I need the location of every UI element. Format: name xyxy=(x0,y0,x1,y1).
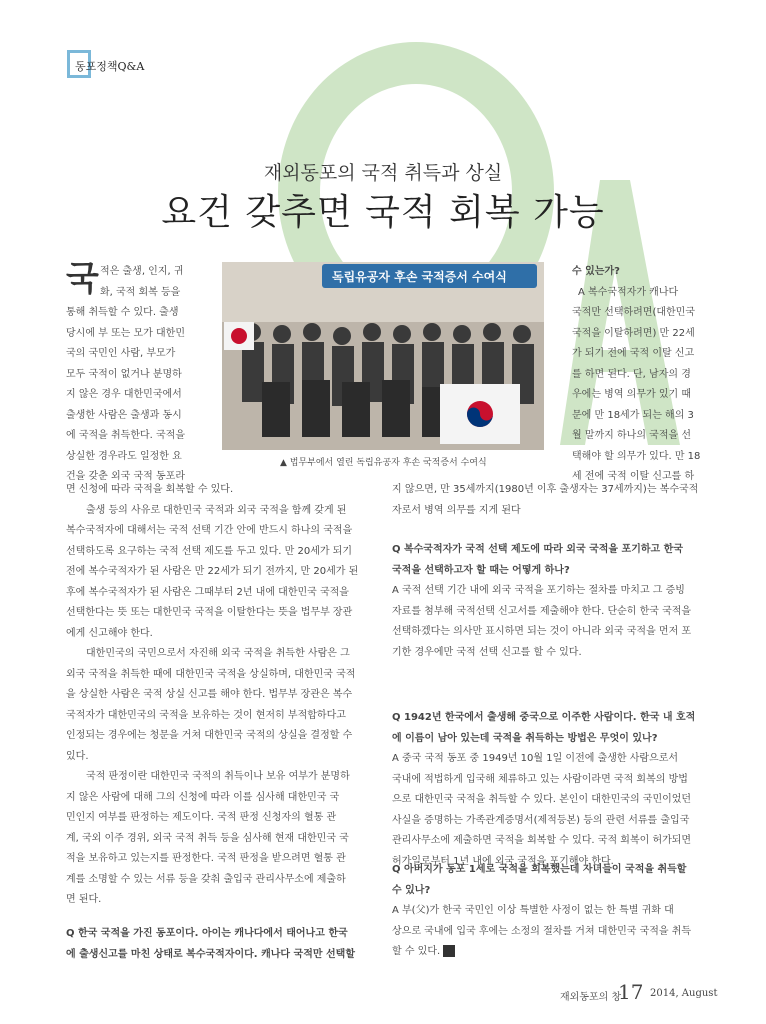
answer-line: 선택하겠다는 의사만 표시하면 되는 것이 아니라 외국 국적을 먼저 포 xyxy=(392,626,692,637)
body-line: 대한민국의 국민으로서 자진해 외국 국적을 취득한 사람은 그 xyxy=(86,648,350,659)
qa-block-2 xyxy=(392,708,707,872)
qa-block-1 xyxy=(392,540,707,663)
answer-line: 우에는 병역 의무가 있기 때 xyxy=(572,389,691,400)
body-line: 전에 복수국적자가 된 사람은 만 22세가 되기 전까지, 만 20세가 된 xyxy=(66,566,359,577)
answer-line: 사실을 증명하는 가족관계증명서(제적등본) 등의 관련 서류를 출입국 xyxy=(392,814,690,826)
answer-line: 국적만 선택하려면(대한민국 xyxy=(572,307,695,318)
body-line: 적을 보유하고 있는지를 판정한다. 국적 판정을 받으려면 혈통 관 xyxy=(66,853,346,864)
question-line: Q 한국 국적을 가진 동포이다. 아이는 캐나다에서 태어나고 한국 xyxy=(66,928,348,939)
answer-line: 세 전에 국적 이탈 신고를 하 xyxy=(572,471,695,482)
intro-line: 화, 국적 회복 등을 xyxy=(100,286,181,298)
question-line: Q 복수국적자가 국적 선택 제도에 따라 외국 국적을 포기하고 한국 xyxy=(392,544,683,555)
body-line: 출생 등의 사유로 대한민국 국적과 외국 국적을 함께 갖게 된 xyxy=(86,504,347,516)
question-line: Q 아버지가 동포 1세로 국적을 회복했는데 자녀들이 국적을 취득할 xyxy=(392,864,687,875)
body-line: 에게 신고해야 한다. xyxy=(66,627,153,639)
footer-magazine-name: 재외동포의 창 xyxy=(560,992,622,1003)
answer-text: 할 수 있다. xyxy=(392,946,441,957)
body-line: 지 않은 사람에 대해 그의 신청에 따라 이를 심사해 대한민국 국 xyxy=(66,791,340,803)
body-line: 인정되는 경우에는 청문을 거쳐 대한민국 국적의 상실을 결정할 수 xyxy=(66,730,353,741)
right-narrow-column xyxy=(572,262,722,488)
intro-line: 당시에 부 또는 모가 대한민 xyxy=(66,327,185,339)
question-line: 에 출생신고를 마친 상태로 복수국적자이다. 캐나다 국적만 선택할 xyxy=(66,948,355,960)
right-body-column xyxy=(392,480,707,521)
page-number: 17 xyxy=(618,980,644,1004)
answer-line: A 복수국적자가 캐나다 xyxy=(578,286,679,298)
body-line: 외국 국적을 취득한 때에 대한민국 국적을 상실하며, 대한민국 국적 xyxy=(66,668,356,680)
article-subtitle: 재외동포의 국적 취득과 상실 xyxy=(263,162,503,184)
answer-line: 문에 만 18세가 되는 해의 3 xyxy=(572,409,694,421)
drop-cap: 국 xyxy=(66,259,99,299)
answer-line: 관리사무소에 제출하면 국적을 회복할 수 있다. 국적 회복이 허가되면 xyxy=(392,835,692,846)
body-line: 후에 복수국적자가 된 사람은 그때부터 2년 내에 대한민국 국적을 xyxy=(66,586,349,598)
left-body-column xyxy=(66,480,376,911)
intro-line: 지 않은 경우 대한민국에서 xyxy=(66,389,182,400)
photo-banner-text: 독립유공자 후손 국적증서 수여식 xyxy=(332,270,507,284)
photo-caption: ▲ 법무부에서 열린 독립유공자 후손 국적증서 수여식 xyxy=(280,458,487,468)
ceremony-photo-illustration xyxy=(222,262,544,450)
qa-block-3 xyxy=(392,860,707,963)
answer-line: A 부(父)가 한국 국민인 이상 특별한 사정이 없는 한 특별 귀화 대 xyxy=(392,905,674,916)
intro-line: 상실한 경우라도 일정한 요 xyxy=(66,450,182,462)
intro-line: 적은 출생, 인지, 귀 xyxy=(100,266,184,277)
body-line: 을 상실한 사람은 국적 상실 신고를 해야 한다. 법무부 장관은 복수 xyxy=(66,689,353,700)
answer-line: A 중국 국적 동포 중 1949년 10월 1일 이전에 출생한 사람으로서 xyxy=(392,753,679,764)
answer-line: 허가일로부터 1년 내에 외국 국적을 포기해야 한다. xyxy=(392,855,614,867)
answer-line: 월 말까지 하나의 국적을 선 xyxy=(572,430,691,441)
body-line: 선택한다는 뜻 또는 대한민국 국적을 이탈한다는 뜻을 법무부 장관 xyxy=(66,607,353,618)
body-line: 계를 소명할 수 있는 서류 등을 갖춰 출입국 관리사무소에 제출하 xyxy=(66,873,346,885)
intro-line: 모두 국적이 없거나 분명하 xyxy=(66,368,182,380)
body-line: 민인지 여부를 판정하는 제도이다. 국적 판정 신청자의 혈통 관 xyxy=(66,812,337,823)
article-title: 요건 갖추면 국적 회복 가능 xyxy=(161,192,605,233)
answer-line: 국적을 이탈하려면) 만 22세 xyxy=(572,327,695,339)
answer-line: 기한 경우에만 국적 선택 신고를 할 수 있다. xyxy=(392,646,582,658)
body-line: 선택하도록 요구하는 국적 선택 제도를 두고 있다. 만 20세가 되기 xyxy=(66,545,353,557)
intro-line: 에 국적을 취득한다. 국적을 xyxy=(66,430,185,441)
body-line: 국적자가 대한민국의 국적을 보유하는 것이 현저히 부적합하다고 xyxy=(66,709,346,721)
issue-date: 2014, August xyxy=(650,988,718,999)
intro-line: 통해 취득할 수 있다. 출생 xyxy=(66,307,179,318)
question-line: 수 있나? xyxy=(392,884,431,896)
ceremony-photo xyxy=(222,262,544,450)
answer-line xyxy=(392,942,707,963)
body-line: 국적 판정이란 대한민국 국적의 취득이나 보유 여부가 분명하 xyxy=(86,771,350,782)
answer-line: 국내에 적법하게 입국해 체류하고 있는 사람이라면 국적 회복의 방법 xyxy=(392,773,688,785)
answer-line: 으로 대한민국 국적을 취득할 수 있다. 본인이 대한민국의 국민이었던 xyxy=(392,794,692,805)
answer-line: 상으로 국내에 입국 후에는 소정의 절차를 거쳐 대한민국 국적을 취득 xyxy=(392,925,692,937)
body-line: 지 않으면, 만 35세까지(1980년 이후 출생자는 37세까지)는 복수국적 xyxy=(392,484,699,495)
answer-line: 수 있는가? xyxy=(572,266,620,277)
intro-line: 국의 국민인 사람, 부모가 xyxy=(66,348,176,359)
left-question-block xyxy=(66,924,378,965)
answer-line: 자료를 첨부해 국적선택 신고서를 제출해야 한다. 단순히 한국 국적을 xyxy=(392,605,692,617)
body-line: 면 신청에 따라 국적을 회복할 수 있다. xyxy=(66,484,234,495)
body-line: 복수국적자에 대해서는 국적 선택 기간 안에 반드시 하나의 국적을 xyxy=(66,525,353,536)
question-line: 에 이름이 남아 있는데 국적을 취득하는 방법은 무엇이 있나? xyxy=(392,732,658,744)
body-line: 면 된다. xyxy=(66,894,102,905)
question-line: Q 1942년 한국에서 출생해 중국으로 이주한 사람이다. 한국 내 호적 xyxy=(392,712,696,723)
answer-line: 택해야 할 의무가 있다. 만 18 xyxy=(572,450,701,462)
section-label: 동포정책Q&A xyxy=(75,60,145,73)
body-line: 있다. xyxy=(66,750,89,762)
intro-line: 출생한 사람은 출생과 동시 xyxy=(66,409,182,421)
left-intro-column xyxy=(66,259,216,488)
question-line: 국적을 선택하고자 할 때는 어떻게 하나? xyxy=(392,564,570,576)
answer-line: 가 되기 전에 국적 이탈 신고 xyxy=(572,348,695,359)
answer-line: 를 하면 된다. 단, 남자의 경 xyxy=(572,368,691,380)
body-line: 계, 국외 이주 경위, 외국 국적 취득 등을 심사해 현재 대한민국 국 xyxy=(66,832,349,844)
end-mark-icon xyxy=(443,945,455,957)
body-line: 자로서 병역 의무를 지게 된다 xyxy=(392,504,521,516)
answer-line: A 국적 선택 기간 내에 외국 국적을 포기하는 절차를 마치고 그 증빙 xyxy=(392,585,685,596)
intro-line: 건을 갖춘 외국 국적 동포라 xyxy=(66,471,185,482)
